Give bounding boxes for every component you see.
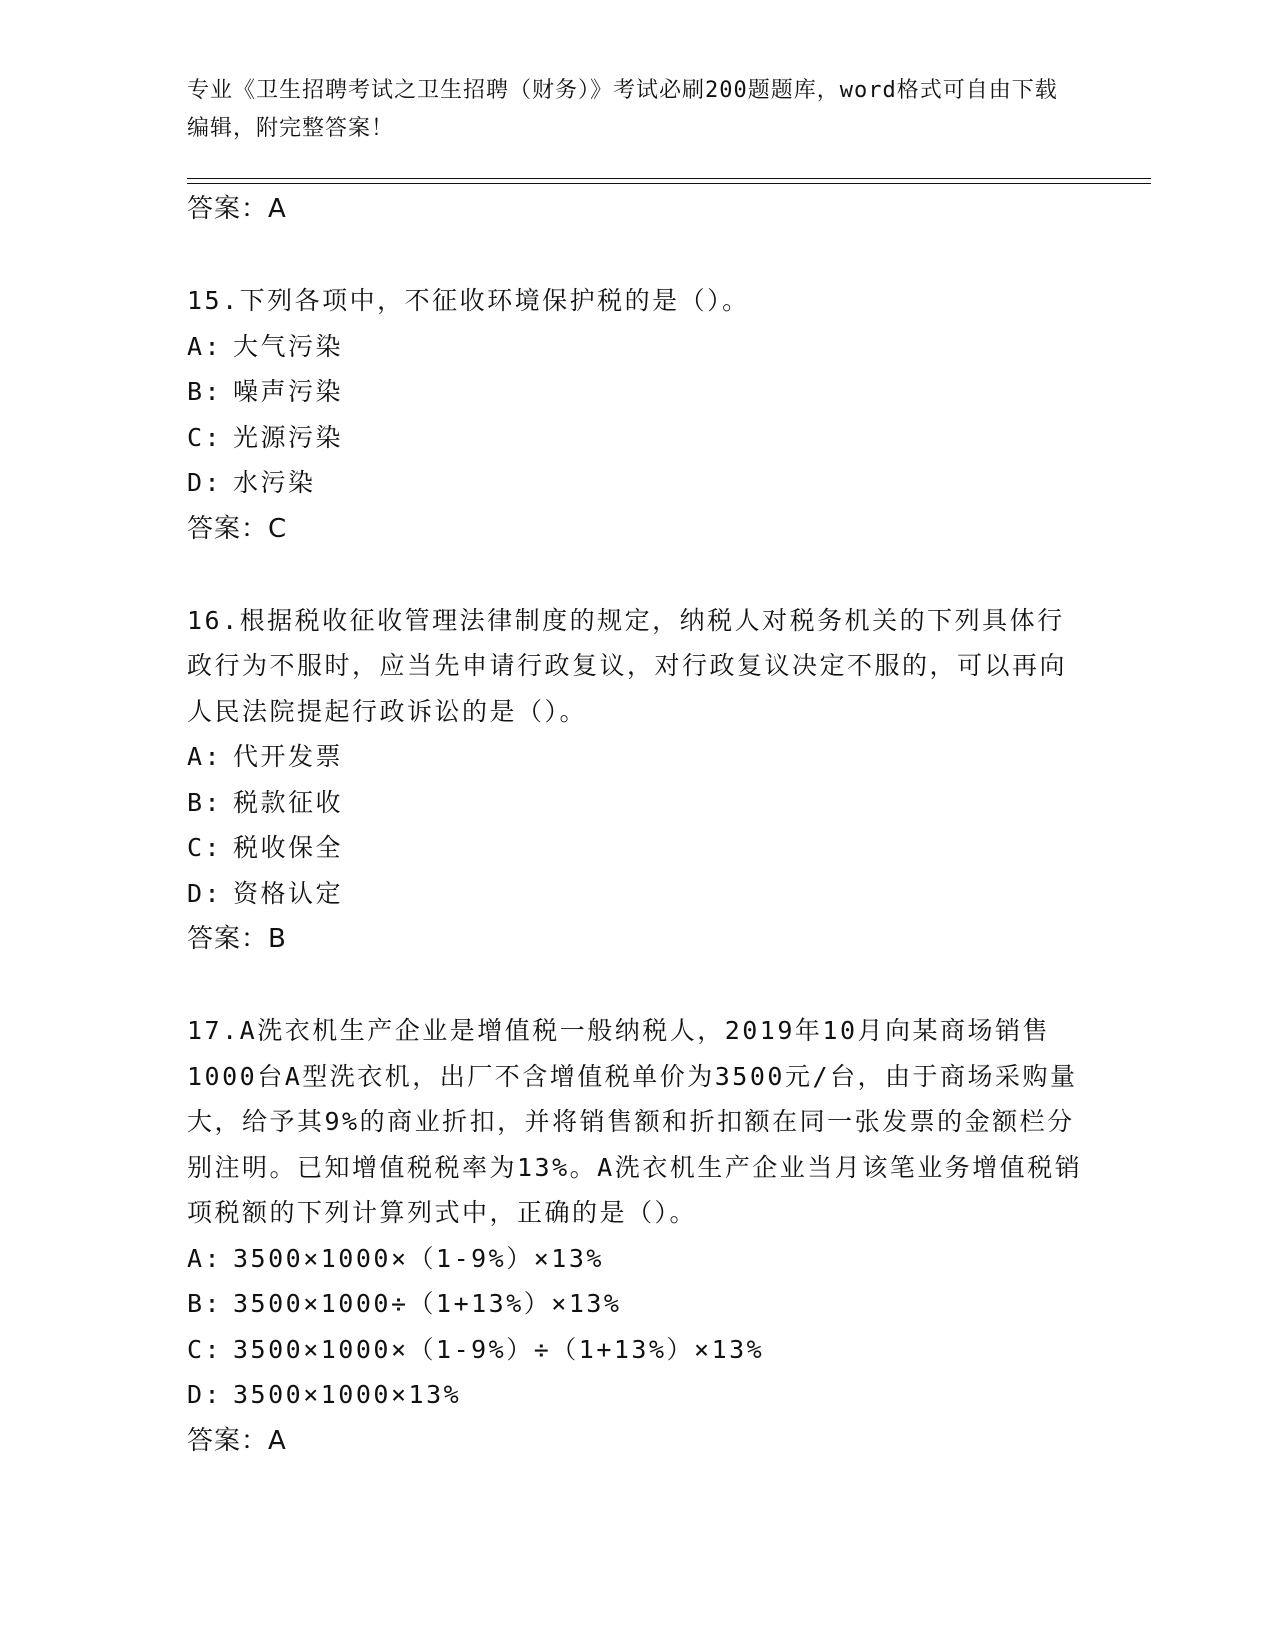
answer-label: 答案： — [187, 513, 269, 544]
question-stem: 17.A洗衣机生产企业是增值税一般纳税人，2019年10月向某商场销售1000台A型洗衣机，出厂不含增值税单价为3500元/台，由于商场采购量大，给予其9%的商业折扣，并将销售额和折扣额在同一张发票的金额栏分别注明。已知增值税税率为13%。A洗衣机生产企业当月该笔业务增值税销项税额的下列计算列式中，正确的是（）。 — [187, 1016, 1083, 1227]
option-b — [187, 780, 1087, 826]
option-d — [187, 460, 1087, 506]
option-a — [187, 1236, 1087, 1282]
option-text: 税收保全 — [233, 833, 344, 862]
option-text: 3500×1000×（1-9%）×13% — [233, 1243, 604, 1273]
option-key: C: — [187, 1334, 223, 1364]
option-text: 3500×1000×13% — [233, 1380, 462, 1409]
option-a — [187, 734, 1087, 780]
option-text: 3500×1000÷（1+13%）×13% — [233, 1289, 622, 1318]
option-text: 光源污染 — [233, 422, 344, 452]
option-key: D: — [187, 1380, 223, 1409]
header-rule-top — [187, 178, 1151, 179]
option-text: 税款征收 — [233, 787, 344, 817]
answer-label: 答案： — [187, 1425, 269, 1456]
question-stem: 16.根据税收征收管理法律制度的规定，纳税人对税务机关的下列具体行政行为不服时，应当先申请行政复议，对行政复议决定不服的，可以再向人民法院提起行政诉讼的是（）。 — [187, 605, 1068, 726]
answer-label: 答案： — [187, 194, 269, 224]
option-a — [187, 324, 1087, 370]
option-key: C: — [187, 422, 223, 452]
previous-answer — [187, 186, 1087, 232]
answer-value: B — [268, 924, 287, 954]
answer-value: A — [268, 1425, 287, 1456]
option-key: A: — [187, 331, 223, 361]
question-16 — [187, 598, 1087, 963]
header-rule-bottom — [187, 183, 1151, 184]
option-text: 3500×1000×（1-9%）÷（1+13%）×13% — [233, 1334, 765, 1364]
option-key: A: — [187, 1243, 223, 1273]
option-d — [187, 871, 1087, 917]
question-stem: 15.下列各项中，不征收环境保护税的是（）。 — [187, 286, 750, 315]
document-header: 专业《卫生招聘考试之卫生招聘（财务）》考试必刷200题题库，word格式可自由下载编辑，附完整答案！ — [187, 78, 1058, 141]
answer-value: A — [268, 194, 287, 224]
question-answer — [187, 916, 1087, 962]
question-answer — [187, 1418, 1087, 1464]
option-key: B: — [187, 1289, 223, 1318]
question-17 — [187, 1008, 1087, 1464]
option-c — [187, 825, 1087, 871]
answer-label: 答案： — [187, 924, 269, 954]
option-c — [187, 415, 1087, 461]
option-b — [187, 369, 1087, 415]
option-key: D: — [187, 878, 223, 908]
option-key: B: — [187, 377, 223, 406]
option-key: B: — [187, 787, 223, 817]
option-c — [187, 1327, 1087, 1373]
option-text: 噪声污染 — [233, 377, 344, 406]
option-key: D: — [187, 468, 223, 497]
question-answer — [187, 506, 1087, 552]
option-text: 大气污染 — [233, 331, 344, 361]
question-list — [187, 186, 1087, 1510]
option-text: 代开发票 — [233, 742, 344, 771]
option-b — [187, 1281, 1087, 1327]
option-text: 资格认定 — [233, 878, 344, 908]
option-d — [187, 1372, 1087, 1418]
answer-value: C — [268, 513, 288, 544]
option-text: 水污染 — [233, 468, 316, 497]
option-key: C: — [187, 833, 223, 862]
question-15 — [187, 278, 1087, 552]
option-key: A: — [187, 742, 223, 771]
